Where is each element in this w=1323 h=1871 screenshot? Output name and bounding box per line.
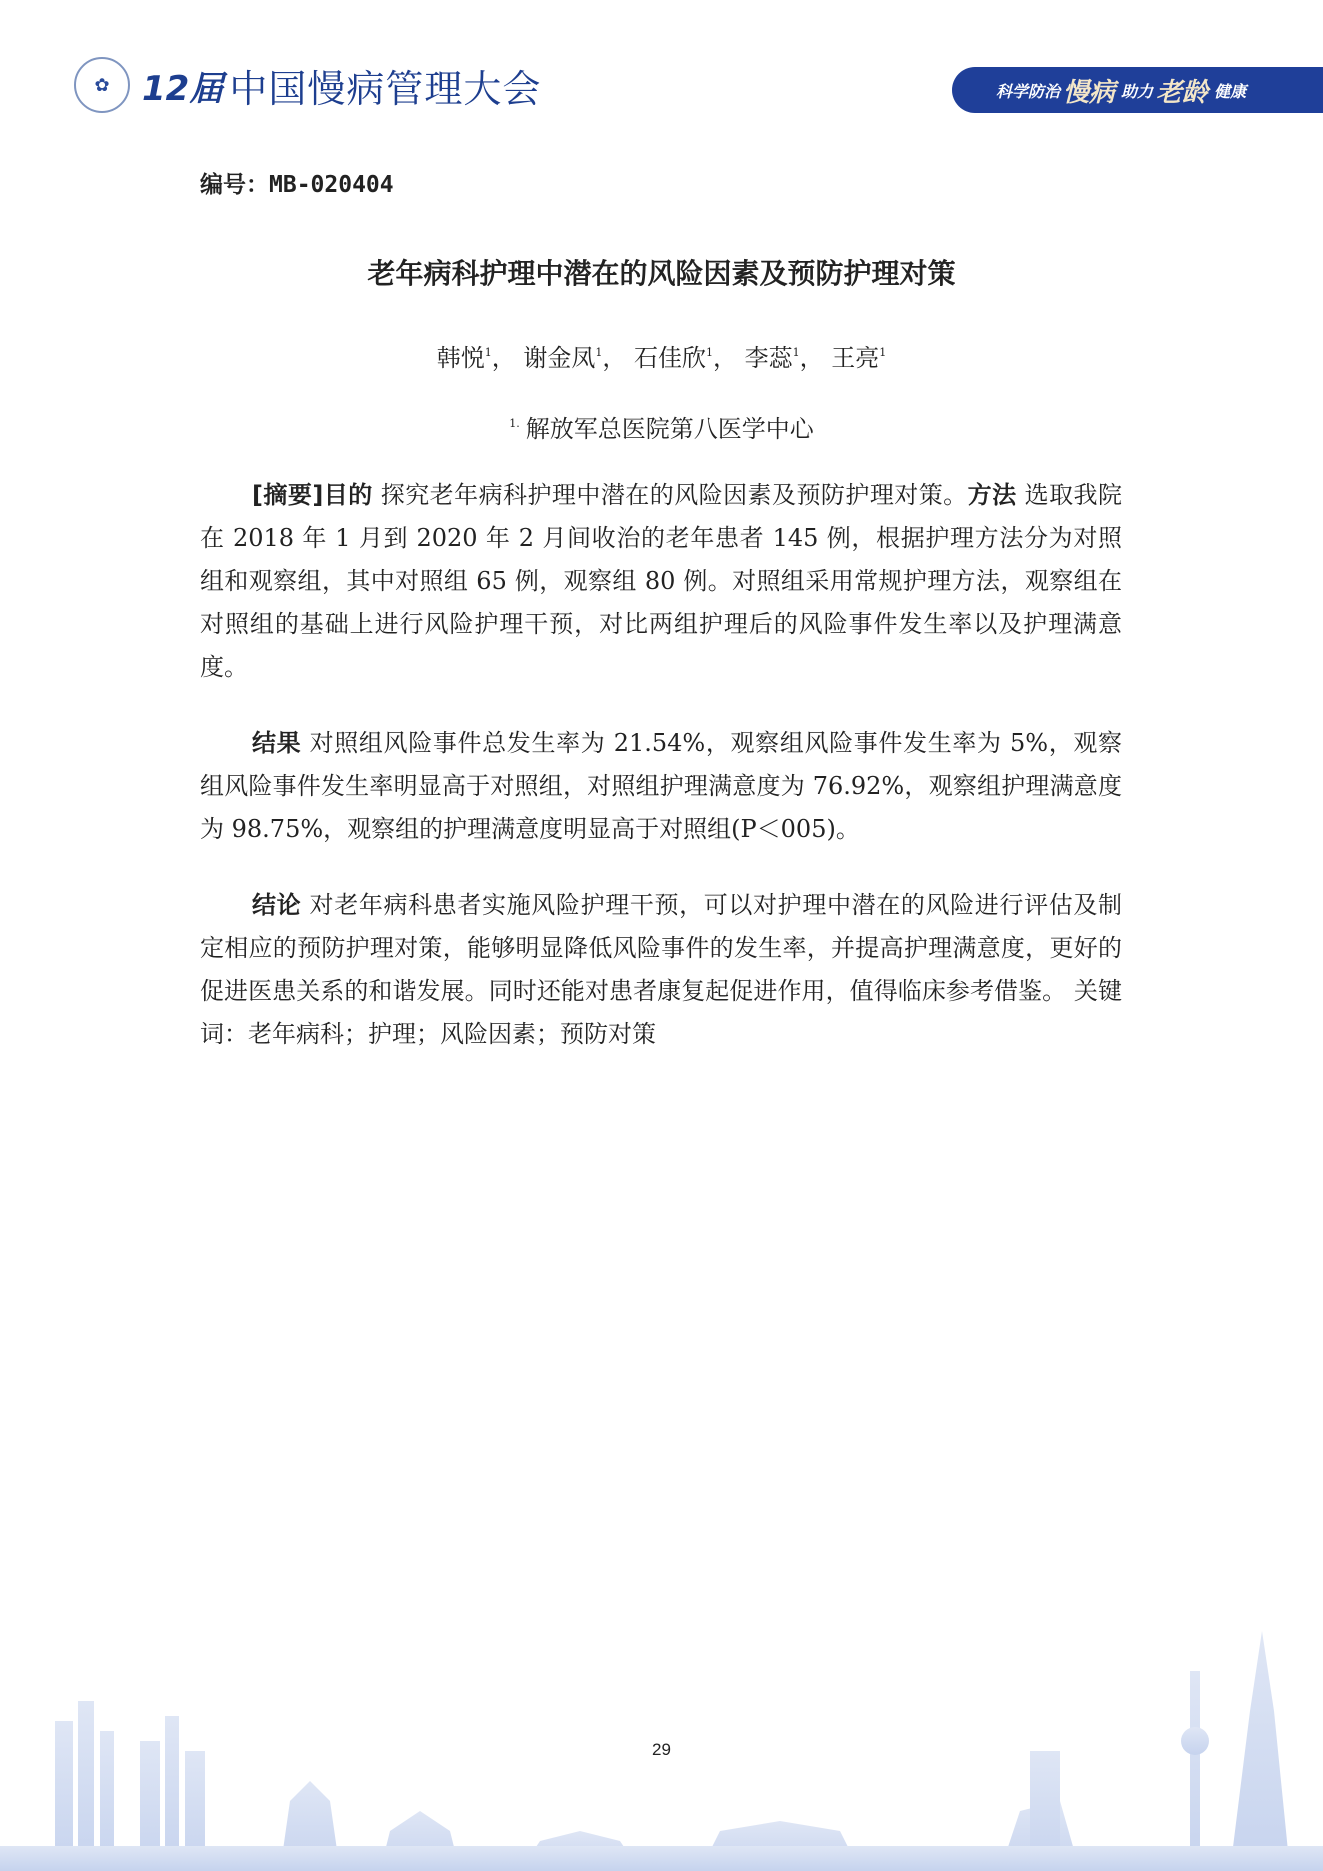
abstract-text: 探究老年病科护理中潜在的风险因素及预防护理对策。 [372,481,968,509]
results-text: 对照组风险事件总发生率为 21.54%，观察组风险事件发生率为 5%，观察组风险事件发生率明显高于对照组，对照组护理满意度为 76.92%，观察组护理满意度为 98.75%，观察组的护理满意度明显高于对照组(P＜005)。 [200,729,1122,843]
slogan-banner [952,67,1323,113]
method-label: 方法 [967,481,1017,509]
author-sup: 1 [792,346,800,359]
affiliation-sup: 1. [509,417,520,430]
author: 谢金凤$^1$ [523,344,603,372]
slogan-part: 健康 [1214,81,1247,101]
author: 韩悦$^1$ [436,344,492,372]
slogan-bold: 老龄 [1156,77,1209,108]
author-sup: 1 [706,346,713,359]
page-number: 29 [652,1740,671,1759]
abstract-paragraph [200,474,1122,689]
document-title: 老年病科护理中潜在的风险因素及预防护理对策 [367,257,956,290]
logo-edition: 12届 [142,68,224,109]
city-skyline-decoration [0,1631,1323,1871]
seal-icon: ✿ [74,57,130,113]
results-label: 结果 [252,729,302,757]
method-text: 选取我院在 2018 年 1 月到 2020 年 2 月间收治的老年患者 145 例，根据护理方法分为对照组和观察组，其中对照组 65 例，观察组 80 例。对照组采用常规护理方法，观察组在对照组的基础上进行风险护理干预，对比两组护理后的风险事件发生率以及护理满意度。 [200,481,1123,681]
author-sup: 1 [595,346,603,359]
conclusion-label: 结论 [252,891,302,919]
abstract-label: [摘要]目的 [252,481,373,509]
logo-text: 中国慢病管理大会 [229,66,542,111]
slogan-part: 助力 [1121,81,1154,101]
affiliation [0,409,1323,444]
conclusion-text: 对老年病科患者实施风险护理干预，可以对护理中潜在的风险进行评估及制定相应的预防护理对策，能够明显降低风险事件的发生率，并提高护理满意度，更好的促进医患关系的和谐发展。同时还能对患者康复起促进作用，值得临床参考借鉴。 关键词：老年病科；护理；风险因素；预防对策 [200,891,1122,1048]
affiliation-text: 解放军总医院第八医学中心 [525,415,814,443]
author: 石佳欣$^1$ [634,344,713,372]
results-paragraph [200,722,1122,851]
slogan-part: 科学防治 [996,81,1061,101]
document-code: 编号：MB-020404 [200,172,394,198]
author-list: 韩悦$^1$， 谢金凤$^1$， 石佳欣$^1$， 李蕊$^1$， 王亮$^1$ [436,344,887,372]
author: 李蕊$^1$ [744,344,800,372]
author: 王亮$^1$ [831,344,887,372]
slogan-bold: 慢病 [1063,77,1116,108]
conference-logo [74,57,541,113]
author-sup: 1 [484,346,492,359]
conclusion-paragraph [200,884,1122,1056]
author-sup: 1 [879,346,887,359]
